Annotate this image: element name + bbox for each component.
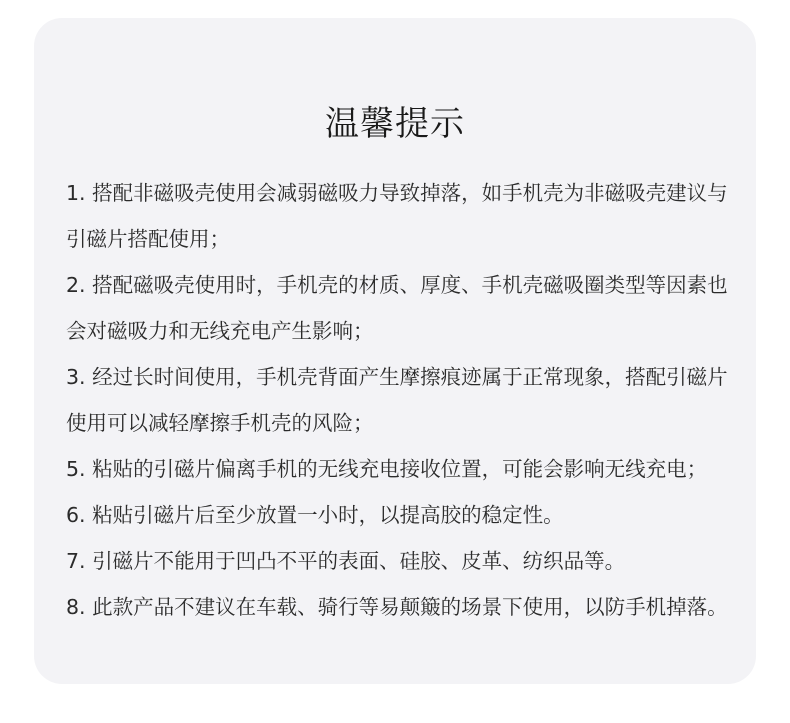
- notice-item-3: 3. 经过长时间使用，手机壳背面产生摩擦痕迹属于正常现象，搭配引磁片使用可以减轻摩擦手机壳的风险；: [66, 365, 728, 435]
- notice-item-5: 5. 粘贴的引磁片偏离手机的无线充电接收位置，可能会影响无线充电；: [66, 457, 708, 481]
- notice-list: [66, 170, 736, 630]
- notice-title: 温馨提示: [325, 104, 465, 144]
- notice-item-6: 6. 粘贴引磁片后至少放置一小时，以提高胶的稳定性。: [66, 503, 564, 527]
- notice-item-8: 8. 此款产品不建议在车载、骑行等易颠簸的场景下使用，以防手机掉落。: [66, 595, 728, 619]
- notice-item-7: 7. 引磁片不能用于凹凸不平的表面、硅胶、皮革、纺织品等。: [66, 549, 626, 573]
- notice-item-1: 1. 搭配非磁吸壳使用会减弱磁吸力导致掉落，如手机壳为非磁吸壳建议与引磁片搭配使用；: [66, 181, 728, 251]
- notice-card: [34, 18, 756, 684]
- notice-item-2: 2. 搭配磁吸壳使用时，手机壳的材质、厚度、手机壳磁吸圈类型等因素也会对磁吸力和无线充电产生影响；: [66, 273, 728, 343]
